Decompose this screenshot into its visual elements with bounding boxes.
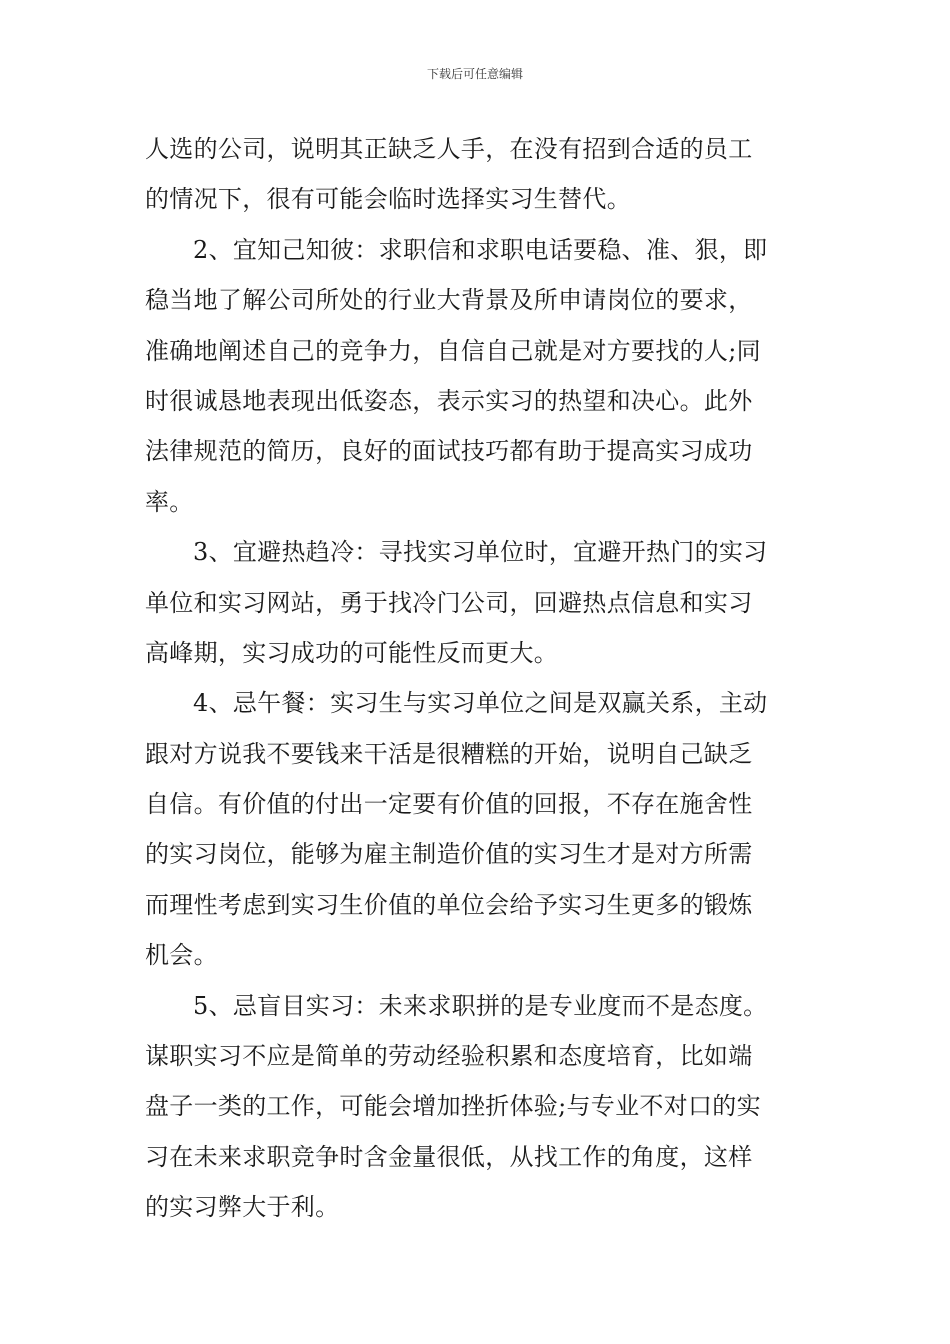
text-line: 跟对方说我不要钱来干活是很糟糕的开始，说明自己缺乏 <box>145 739 753 768</box>
text-line: 稳当地了解公司所处的行业大背景及所申请岗位的要求， <box>145 286 753 315</box>
text-line: 率。 <box>145 487 194 516</box>
text-line: 而理性考虑到实习生价值的单位会给予实习生更多的锻炼 <box>145 890 753 919</box>
page-header-note: 下载后可任意编辑 <box>426 67 523 81</box>
paragraph-1 <box>145 124 805 225</box>
text-line: 法律规范的简历，良好的面试技巧都有助于提高实习成功 <box>145 437 753 466</box>
text-line: 时很诚恳地表现出低姿态，表示实习的热望和决心。此外 <box>145 386 753 415</box>
text-line: 5、忌盲目实习：未来求职拼的是专业度而不是态度。 <box>193 991 768 1020</box>
text-line: 自信。有价值的付出一定要有价值的回报，不存在施舍性 <box>145 790 753 819</box>
text-line: 的实习岗位，能够为雇主制造价值的实习生才是对方所需 <box>145 840 753 869</box>
text-line: 机会。 <box>145 941 218 970</box>
paragraph-2 <box>145 225 805 527</box>
text-line: 3、宜避热趋冷：寻找实习单位时，宜避开热门的实习 <box>193 538 768 567</box>
text-line: 高峰期，实习成功的可能性反而更大。 <box>145 638 559 667</box>
paragraph-3 <box>145 527 805 678</box>
paragraph-4 <box>145 678 805 980</box>
text-line: 的实习弊大于利。 <box>145 1193 340 1222</box>
text-line: 4、忌午餐：实习生与实习单位之间是双赢关系，主动 <box>193 689 768 718</box>
text-line: 单位和实习网站，勇于找冷门公司，回避热点信息和实习 <box>145 588 753 617</box>
text-line: 盘子一类的工作，可能会增加挫折体验;与专业不对口的实 <box>145 1092 761 1121</box>
paragraph-5 <box>145 981 805 1233</box>
text-line: 2、宜知己知彼：求职信和求职电话要稳、准、狠，即 <box>193 235 768 264</box>
text-line: 谋职实习不应是简单的劳动经验积累和态度培育，比如端 <box>145 1042 753 1071</box>
document-body <box>145 124 805 1233</box>
text-line: 习在未来求职竞争时含金量很低，从找工作的角度，这样 <box>145 1142 753 1171</box>
text-line: 准确地阐述自己的竞争力，自信自己就是对方要找的人;同 <box>145 336 761 365</box>
text-line: 的情况下，很有可能会临时选择实习生替代。 <box>145 185 631 214</box>
text-line: 人选的公司，说明其正缺乏人手，在没有招到合适的员工 <box>145 135 753 163</box>
